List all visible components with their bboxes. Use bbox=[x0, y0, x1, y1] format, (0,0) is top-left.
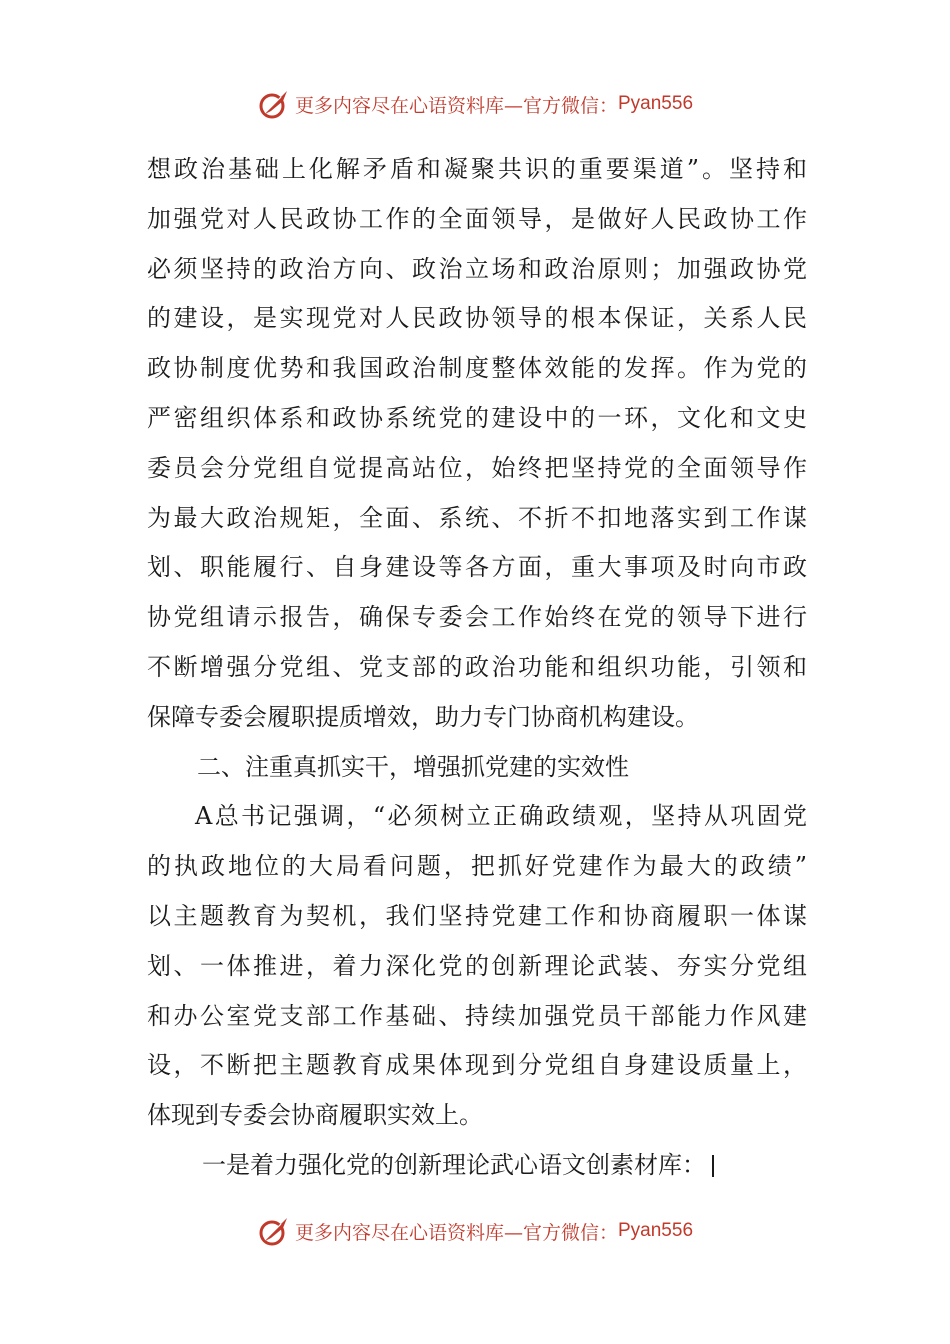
paragraph-line: 严密组织体系和政协系统党的建设中的一环，文化和文史 bbox=[147, 403, 807, 432]
paragraph-line: A总书记强调，“必须树立正确政绩观，坚持从巩固党 bbox=[195, 802, 807, 831]
footer-watermark-banner bbox=[0, 1211, 950, 1251]
section-heading: 二、注重真抓实干，增强抓党建的实效性 bbox=[197, 752, 629, 781]
last-paragraph-line bbox=[147, 1141, 807, 1191]
paragraph-line: 划、一体推进，着力深化党的创新理论武装、夯实分党组 bbox=[147, 951, 807, 980]
paragraph-line: 和办公室党支部工作基础、持续加强党员干部能力作风建 bbox=[147, 1001, 807, 1030]
last-line-text: 一是着力强化党的创新理论武心语文创素材库： bbox=[202, 1150, 706, 1179]
text-cursor bbox=[712, 1155, 714, 1177]
header-watermark-banner bbox=[0, 84, 950, 124]
quill-logo-icon bbox=[257, 87, 291, 121]
paragraph-line: 设，不断把主题教育成果体现到分党组自身建设质量上， bbox=[147, 1051, 807, 1080]
paragraph-line: 体现到专委会协商履职实效上。 bbox=[147, 1101, 483, 1130]
paragraph-line: 不断增强分党组、党支部的政治功能和组织功能，引领和 bbox=[147, 652, 807, 681]
footer-wechat-id: Pyan556 bbox=[618, 1220, 694, 1241]
paragraph-line: 划、职能履行、自身建设等各方面，重大事项及时向市政 bbox=[147, 553, 807, 582]
header-wechat-id: Pyan556 bbox=[618, 93, 694, 114]
paragraph-line: 政协制度优势和我国政治制度整体效能的发挥。作为党的 bbox=[147, 354, 807, 383]
paragraph-line: 加强党对人民政协工作的全面领导，是做好人民政协工作 bbox=[147, 204, 807, 233]
paragraph-line: 想政治基础上化解矛盾和凝聚共识的重要渠道”。坚持和 bbox=[147, 155, 807, 183]
header-banner-text: 更多内容尽在心语资料库—官方微信： bbox=[294, 94, 618, 117]
paragraph-line: 委员会分党组自觉提高站位，始终把坚持党的全面领导作 bbox=[147, 453, 807, 482]
paragraph-line: 的执政地位的大局看问题，把抓好党建作为最大的政绩” bbox=[147, 852, 807, 881]
footer-banner-text: 更多内容尽在心语资料库—官方微信： bbox=[294, 1221, 618, 1244]
paragraph-line: 为最大政治规矩，全面、系统、不折不扣地落实到工作谋 bbox=[147, 503, 807, 532]
paragraph-line: 的建设，是实现党对人民政协领导的根本保证，关系人民 bbox=[147, 304, 807, 333]
paragraph-line: 协党组请示报告，确保专委会工作始终在党的领导下进行 bbox=[147, 603, 807, 632]
paragraph-line: 必须坚持的政治方向、政治立场和政治原则；加强政协党 bbox=[147, 254, 807, 283]
quill-logo-icon bbox=[257, 1214, 291, 1248]
document-body bbox=[147, 145, 807, 1191]
paragraph-line: 以主题教育为契机，我们坚持党建工作和协商履职一体谋 bbox=[147, 901, 807, 930]
paragraph-line: 保障专委会履职提质增效，助力专门协商机构建设。 bbox=[147, 702, 699, 731]
